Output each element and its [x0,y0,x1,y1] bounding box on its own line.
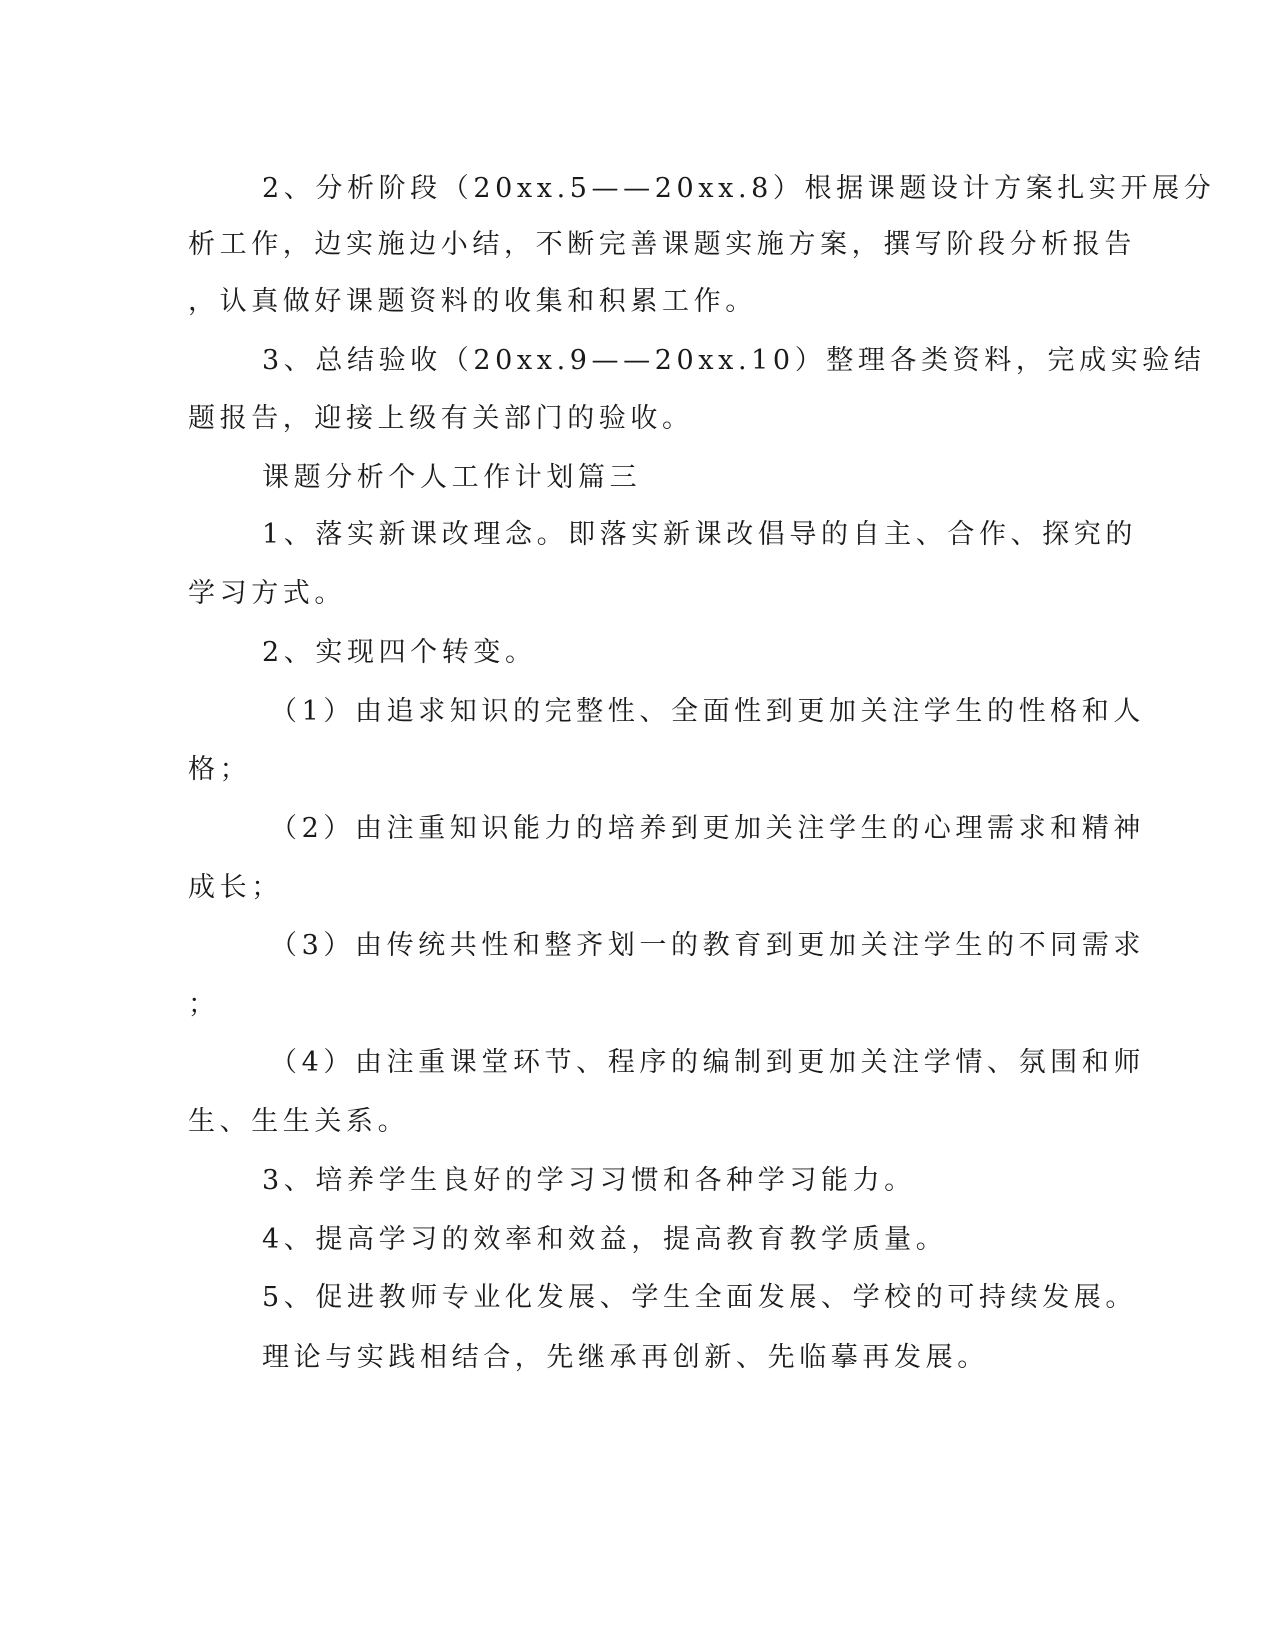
paragraph-line: 析工作，边实施边小结，不断完善课题实施方案，撰写阶段分析报告 [188,229,1136,260]
paragraph-line: （1）由追求知识的完整性、全面性到更加关注学生的性格和人 [270,696,1145,727]
paragraph-line: 理论与实践相结合，先继承再创新、先临摹再发展。 [262,1342,989,1373]
paragraph-line: 3、总结验收（20xx.9——20xx.10）整理各类资料，完成实验结 [262,345,1206,376]
paragraph-line: 2、分析阶段（20xx.5——20xx.8）根据课题设计方案扎实开展分 [262,173,1216,204]
paragraph-line: 成长； [188,872,283,903]
paragraph-line: 3、培养学生良好的学习习惯和各种学习能力。 [262,1165,916,1196]
paragraph-line: 1、落实新课改理念。即落实新课改倡导的自主、合作、探究的 [262,519,1137,550]
paragraph-line: 5、促进教师专业化发展、学生全面发展、学校的可持续发展。 [262,1282,1137,1313]
paragraph-line: 学习方式。 [188,578,346,609]
paragraph-line: （3）由传统共性和整齐划一的教育到更加关注学生的不同需求 [270,930,1145,961]
paragraph-line: ，认真做好课题资料的收集和积累工作。 [188,286,757,317]
paragraph-line: 生、生生关系。 [188,1106,410,1137]
paragraph-line: 题报告，迎接上级有关部门的验收。 [188,403,694,434]
section-heading: 课题分析个人工作计划篇三 [262,462,642,493]
paragraph-line: 格； [188,754,252,785]
paragraph-line: （4）由注重课堂环节、程序的编制到更加关注学情、氛围和师 [270,1047,1145,1078]
paragraph-line: 4、提高学习的效率和效益，提高教育教学质量。 [262,1224,948,1255]
paragraph-line: 2、实现四个转变。 [262,637,537,668]
paragraph-line: （2）由注重知识能力的培养到更加关注学生的心理需求和精神 [270,813,1145,844]
paragraph-line: ； [188,989,220,1020]
